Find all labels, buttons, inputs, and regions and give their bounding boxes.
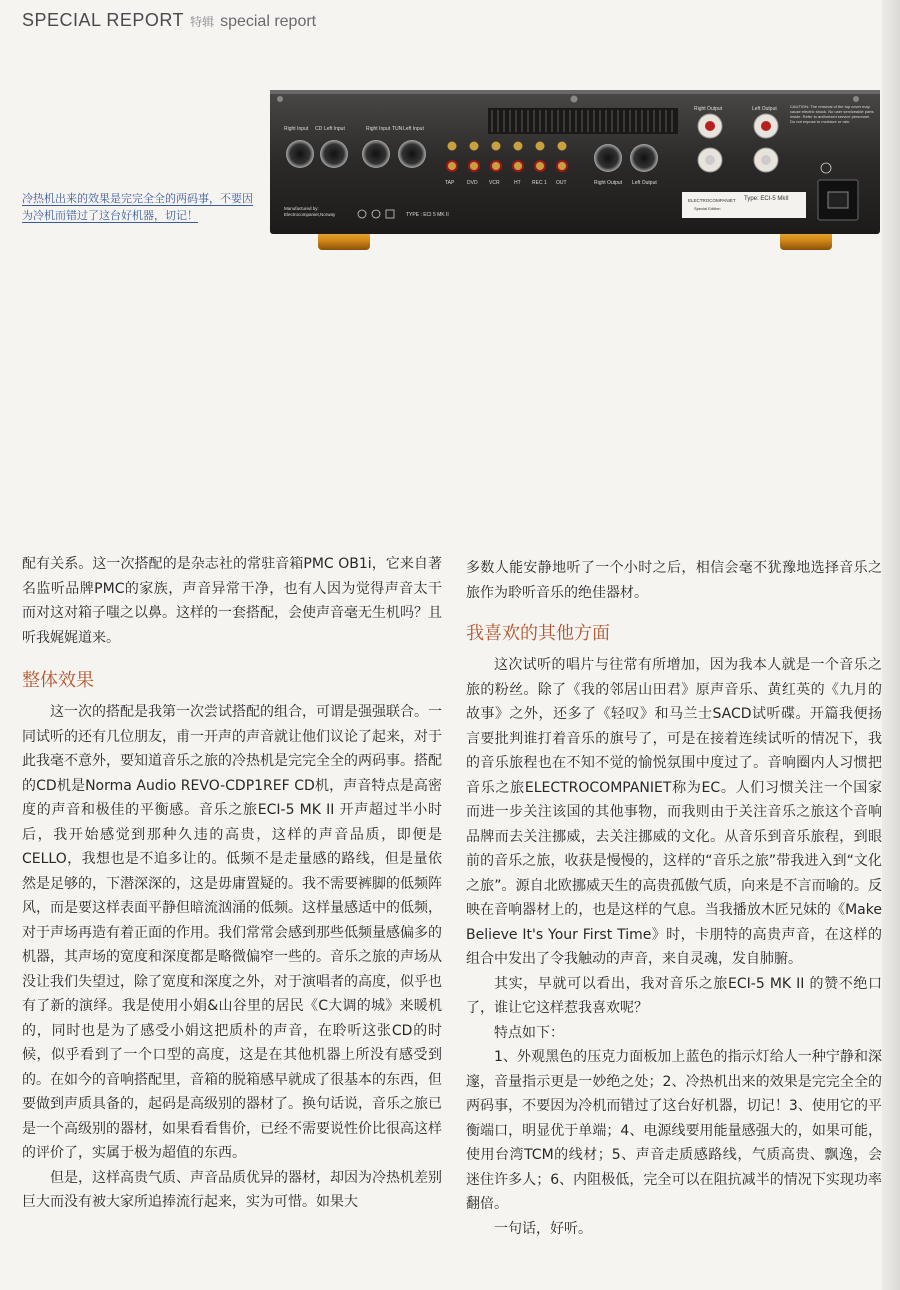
plate-brand: ELECTROCOMPANIET (688, 198, 736, 203)
right-paragraph-2: 这次试听的唱片与往常有所增加，因为我本人就是一个音乐之旅的粉丝。除了《我的邻居山田君》原声音乐、黄红英的《九月的故事》之外，还多了《轻叹》和马兰士SACD试听碟。开篇我便扬言要批判谁打着音乐的旗号了，可是在接着连续试听的情况下，我的音乐旅程也在不知不觉的愉悦氛围中度过了。音响圈内人习惯把音乐之旅ELECTROCOMPANIET称为EC。人们习惯关注一个国家而进一步关注该国的其他事物，而我则由于关注音乐之旅这个音响品牌而去关注挪威，去关注挪威的文化。从音乐到音乐旅程，到眼前的音乐之旅，收获是慢慢的，这样的“音乐之旅”带我进入到“文化之旅”。源自北欧挪威天生的高贵孤傲气质，向来是不言而喻的。反映在音响器材上的，也是这样的气息。当我播放木匠兄妹的《Make Believe It's Your First Time》时，卡朋特的高贵声音，在这样的组合中发出了令我触动的声音，来自灵魂，发自肺腑。 (466, 657, 882, 967)
label-right-input-cd: Right Input (284, 126, 309, 132)
label-out: OUT (556, 180, 567, 186)
label-tap: TAP (445, 180, 455, 186)
section-heading-other: 我喜欢的其他方面 (466, 623, 610, 644)
plate-edition: Special Edition (694, 206, 721, 211)
caution-label: CAUTION: The removal of the top cover may cause electric shock. No user serviceable parts inside. Refer to authorized service personnel. Do not expose to moisture or rain. (790, 104, 874, 124)
left-paragraph-1: 配有关系。这一次搭配的是杂志社的常驻音箱PMC OB1i，它来自著名监听品牌PMC的家族，声音异常干净，也有人因为觉得声音太干而对这对箱子嗤之以鼻。这样的一套搭配，会使声音毫无生机吗？且听我娓娓道来。 (22, 556, 442, 646)
xlr-input-cd-right (286, 140, 314, 168)
xlr-input-tun-left (398, 140, 426, 168)
header-title-en: SPECIAL REPORT (22, 10, 185, 30)
right-paragraph-5: 1、外观黑色的压克力面板加上蓝色的指示灯给人一种宁静和深邃，音量指示更是一妙绝之处；2、冷热机出来的效果是完完全全的两码事，不要因为冷机而错过了这台好机器，切记！3、使用它的平衡端口，明显优于单端；4、电源线要用能量感强大的，如果可能，使用台湾TCM的线材；5、声音走质感路线，气质高贵、飘逸，会迷住许多人；6、内阻极低，完全可以在阻抗减半的情况下实现功率翻倍。 (466, 1049, 882, 1212)
xlr-input-cd-left (320, 140, 348, 168)
label-ht: HT (514, 180, 521, 186)
left-paragraph-2: 这一次的搭配是我第一次尝试搭配的组合，可谓是强强联合。一同试听的还有几位朋友，甫一开声的声音就让他们议论了起来，对于此我毫不意外，要知道音乐之旅的冷热机是完完全全的两码事。搭配的CD机是Norma Audio REVO-CDP1REF CD机，声音特点是高密度的声音和极佳的平衡感。音乐之旅ECI-5 MK II 开声超过半小时后，我开始感觉到那种久违的高贵，这样的声音品质，即便是CELLO，我想也是不追多让的。低频不是走量感的路线，但是量依然是足够的，下潜深深的，这是毋庸置疑的。我不需要裤脚的低频阵风，而是要这样表面平静但暗流汹涌的低频。这样量感适中的低频，对于声场再造有着正面的作用。我们常常会感到那些低频量感偏多的机器，其声场的宽度和深度都是略微偏窄一些的。音乐之旅的声场从没让我们失望过，除了宽度和深度之外，对于演唱者的高度，似乎也有了新的演绎。我是使用小娟&山谷里的居民《C大调的城》来暖机的，同时也是为了感受小娟这把质朴的声音，在聆听这张CD的时候，似乎看到了一个口型的高度，这是在其他机器上所没有感受到的。在如今的音响搭配里，音箱的脱箱感早就成了很基本的东西，但要做到声质具备的，起码是高级别的器材了。换句话说，音乐之旅已是一个高级别的器材，如果看看售价，已经不需要说性价比很高这样的评价了，实属于极为超值的东西。 (22, 704, 442, 1161)
right-paragraph-3: 其实，早就可以看出，我对音乐之旅ECI-5 MK II 的赞不绝口了，谁让它这样惹我喜欢呢？ (466, 975, 882, 1016)
label-right-input-tun: Right Input (366, 126, 391, 132)
page-header (22, 10, 316, 34)
label-cd: CD (315, 126, 323, 132)
type-label: TYPE : ECI 5 MK II (406, 212, 449, 218)
header-title-cn: 特辑 (190, 15, 215, 29)
manufacturer-label: Manufactured by: Electrocompaniet,Norway (284, 206, 336, 217)
xlr-input-tun-right (362, 140, 390, 168)
xlr-output-left (630, 144, 658, 172)
article-right-column (466, 556, 882, 1241)
label-left-output: Left Output (632, 180, 657, 186)
label-left-input-cd: Left Input (324, 126, 345, 132)
right-paragraph-6: 一句话，好听。 (494, 1220, 592, 1237)
photo-caption: 冷热机出来的效果是完完全全的两码事，不要因为冷机而错过了这台好机器，切记！ (22, 192, 253, 222)
label-rec1: REC 1 (532, 180, 547, 186)
left-paragraph-3: 但是，这样高贵气质、声音品质优异的器材，却因为冷热机差别巨大而没有被大家所追捧流行起来，实为可惜。如果大 (22, 1169, 442, 1210)
article-left-column (22, 552, 442, 1215)
amplifier-rear-panel-photo (270, 88, 880, 256)
label-right-output: Right Output (594, 180, 623, 186)
label-left-input-tun: Left Input (403, 126, 424, 132)
xlr-output-right (594, 144, 622, 172)
plate-type: Type: ECI-5 MkII (744, 196, 789, 202)
label-speaker-right: Right Output (694, 106, 723, 112)
label-speaker-left: Left Output (752, 106, 777, 112)
vent-grille (488, 108, 678, 134)
header-subtitle: special report (220, 13, 317, 30)
right-paragraph-4: 特点如下： (494, 1024, 564, 1041)
right-paragraph-1: 多数人能安静地听了一个小时之后，相信会毫不犹豫地选择音乐之旅作为聆听音乐的绝佳器材。 (466, 560, 882, 601)
label-dvd: DVD (467, 180, 478, 186)
label-tun: TUN (392, 126, 403, 132)
label-vcr: VCR (489, 180, 500, 186)
page-edge (882, 0, 900, 1290)
section-heading-overall: 整体效果 (22, 670, 94, 691)
